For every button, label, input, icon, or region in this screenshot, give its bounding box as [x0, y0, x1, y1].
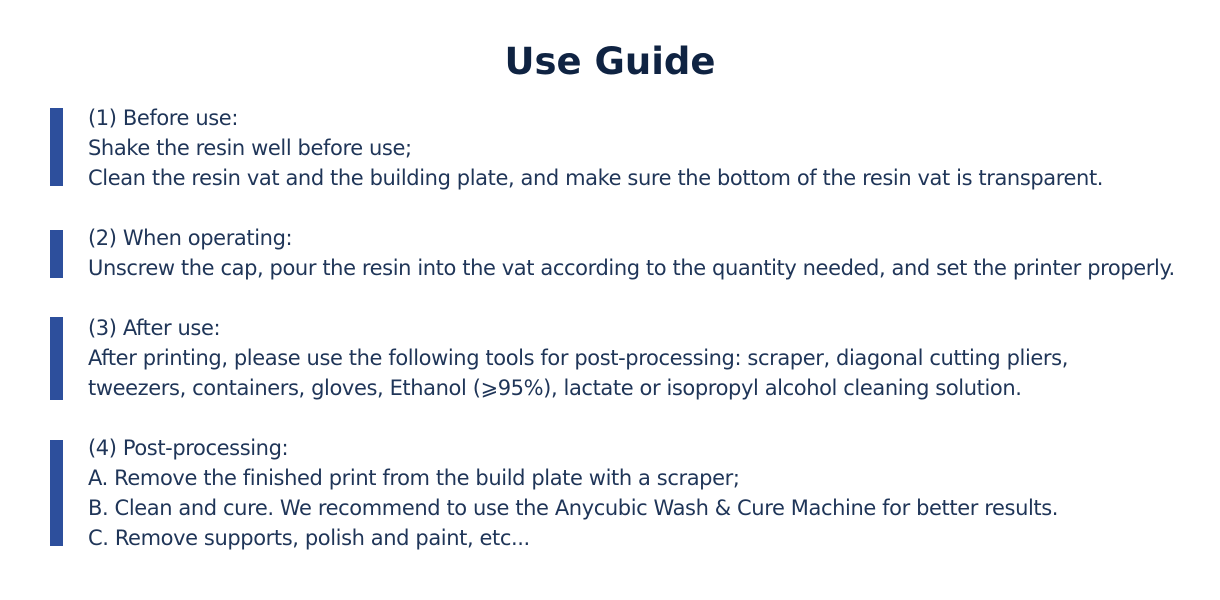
section-line: Unscrew the cap, pour the resin into the vat according to the quantity needed, and set the printer properly. [88, 256, 1175, 280]
section-line: Clean the resin vat and the building plate, and make sure the bottom of the resin vat is transparent. [88, 166, 1104, 190]
section-line: tweezers, containers, gloves, Ethanol (⩾95%), lactate or isopropyl alcohol cleaning solution. [88, 376, 1022, 400]
section-heading: (4) Post-processing: [88, 436, 289, 460]
section-text [88, 433, 1210, 553]
section-text [88, 223, 1210, 283]
section-accent-bar [50, 230, 63, 278]
section-accent-bar [50, 108, 63, 186]
page-title: Use Guide [504, 40, 716, 83]
section-accent-bar [50, 440, 63, 546]
section-line: A. Remove the finished print from the build plate with a scraper; [88, 466, 740, 490]
section-text [88, 103, 1210, 193]
section-text [88, 313, 1210, 403]
section-heading: (2) When operating: [88, 226, 293, 250]
section-heading: (3) After use: [88, 316, 221, 340]
section-line: B. Clean and cure. We recommend to use the Anycubic Wash & Cure Machine for better results. [88, 496, 1059, 520]
section-line: After printing, please use the following tools for post-processing: scraper, diagonal cutting pliers, [88, 346, 1068, 370]
section-accent-bar [50, 317, 63, 400]
section-line: C. Remove supports, polish and paint, etc... [88, 526, 530, 550]
section-heading: (1) Before use: [88, 106, 239, 130]
section-line: Shake the resin well before use; [88, 136, 412, 160]
